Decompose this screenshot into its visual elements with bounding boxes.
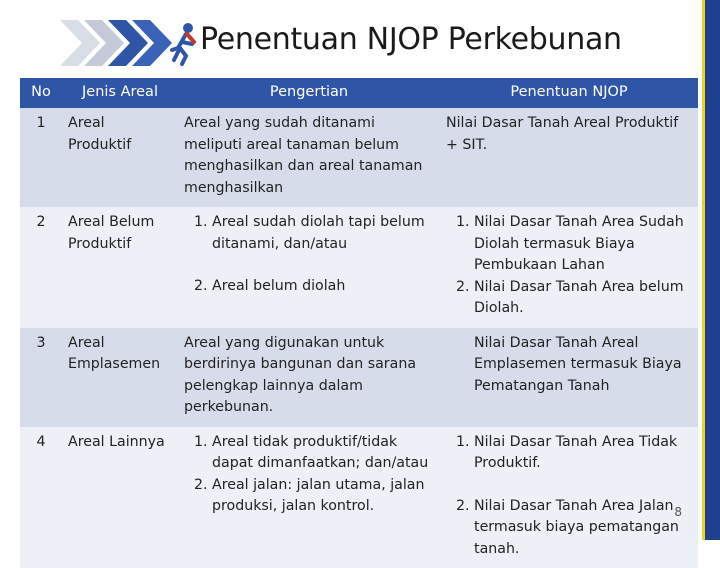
row-penentuan: [440, 328, 698, 427]
row-pengertian: [178, 427, 440, 568]
table-row: [20, 328, 698, 427]
page-title: Penentuan NJOP Perkebunan: [200, 22, 622, 57]
row-number: 2: [20, 207, 62, 328]
right-decorative-stripe: [698, 0, 720, 540]
table-row: [20, 207, 698, 328]
row-number: 4: [20, 427, 62, 568]
left-margin: [0, 0, 20, 540]
row-penentuan: Nilai Dasar Tanah Areal Produktif + SIT.: [440, 108, 698, 207]
list-item: 1. Nilai Dasar Tanah Area Sudah Diolah termasuk Biaya Pembukaan Lahan: [474, 212, 692, 277]
list-item: 2. Nilai Dasar Tanah Area Jalan termasuk biaya pematangan tanah.: [474, 496, 692, 561]
page-number: 8: [674, 505, 682, 519]
row-jenis: Areal Produktif: [62, 108, 178, 207]
row-jenis: Areal Emplasemen: [62, 328, 178, 427]
row-penentuan: [440, 427, 698, 568]
row-pengertian: Areal yang sudah ditanami meliputi areal tanaman belum menghasilkan dan areal tanaman menghasilkan: [178, 108, 440, 207]
row-penentuan: [440, 207, 698, 328]
list-item: 1. Areal sudah diolah tapi belum ditanami, dan/atau: [212, 212, 434, 255]
row-jenis: Areal Lainnya: [62, 427, 178, 568]
header-jenis-areal: Jenis Areal: [62, 78, 178, 108]
list-item: 2. Nilai Dasar Tanah Area belum Diolah.: [474, 277, 692, 320]
header-penentuan-njop: Penentuan NJOP: [440, 78, 698, 108]
table-row: [20, 108, 698, 207]
running-person-icon: [168, 22, 200, 66]
row-number: 1: [20, 108, 62, 207]
header-pengertian: Pengertian: [178, 78, 440, 108]
table-header-row: [20, 78, 698, 108]
row-pengertian: Areal yang digunakan untuk berdirinya bangunan dan sarana pelengkap lainnya dalam perkebunan.: [178, 328, 440, 427]
row-number: 3: [20, 328, 62, 427]
penentuan-text: Nilai Dasar Tanah Areal Emplasemen termasuk Biaya Pematangan Tanah: [446, 333, 692, 398]
header-no: No: [20, 78, 62, 108]
list-item: 2. Areal jalan: jalan utama, jalan produksi, jalan kontrol.: [212, 475, 434, 518]
njop-table: [20, 78, 698, 568]
list-item: 1. Nilai Dasar Tanah Area Tidak Produktif.: [474, 432, 692, 475]
row-pengertian: [178, 207, 440, 328]
list-item: 1. Areal tidak produktif/tidak dapat dimanfaatkan; dan/atau: [212, 432, 434, 475]
table-row: [20, 427, 698, 568]
row-jenis: Areal Belum Produktif: [62, 207, 178, 328]
list-item: 2. Areal belum diolah: [212, 276, 434, 298]
